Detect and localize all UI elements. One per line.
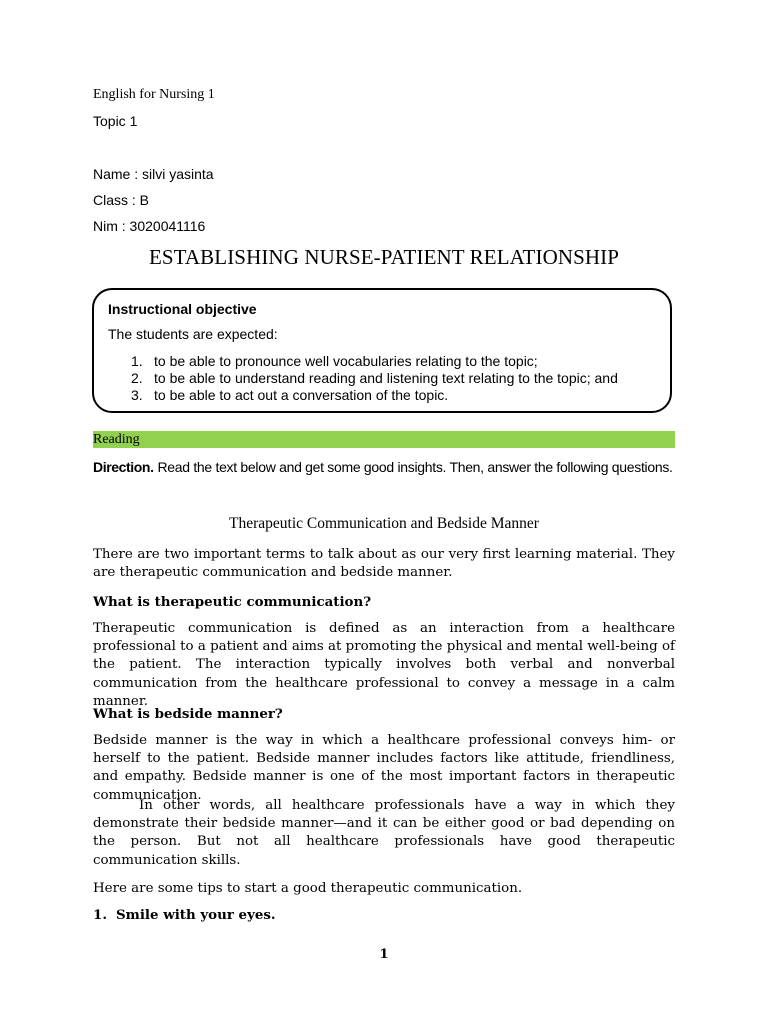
student-nim: Nim : 3020041116 (93, 218, 206, 234)
objective-list (108, 353, 668, 404)
article-paragraph-intro: There are two important terms to talk about as our very first learning material. They are therapeutic communication and bedside manner. (93, 547, 675, 581)
article-paragraph-bedside: Bedside manner is the way in which a healthcare professional conveys him- or herself to the patient. Bedside manner includes factors like attitude, friendliness, and empathy. Bedside manner is one of the most important factors in therapeutic communication. (93, 733, 675, 803)
objective-item (108, 370, 668, 387)
tip-item-text: Smile with your eyes. (116, 907, 276, 923)
objective-intro: The students are expected: (108, 326, 278, 342)
article-paragraph-therapeutic: Therapeutic communication is defined as an interaction from a healthcare professional to a patient and aims at promoting the physical and mental well-being of the patient. The interaction typically involves both verbal and nonverbal communication from the healthcare professional to convey a message in a calm manner. (93, 621, 675, 709)
article-paragraph-tips: Here are some tips to start a good therapeutic communication. (93, 881, 523, 896)
student-class: Class : B (93, 192, 150, 208)
direction-label: Direction. (93, 459, 154, 475)
reading-section-label: Reading (93, 432, 140, 447)
topic-label: Topic 1 (93, 113, 138, 129)
objective-item-number: 3. (131, 387, 143, 403)
article-paragraph-other-words: In other words, all healthcare professionals have a way in which they demonstrate their bedside manner—and it can be either good or bad depending on the person. But not all healthcare professionals have good therapeutic communication skills. (93, 798, 675, 868)
student-name: Name : silvi yasinta (93, 166, 214, 182)
course-title: English for Nursing 1 (93, 87, 215, 102)
objective-item (108, 387, 668, 404)
objective-item-text: to be able to act out a conversation of the topic. (154, 387, 449, 403)
reading-section-bar (93, 431, 675, 448)
objective-item-text: to be able to pronounce well vocabularies relating to the topic; (154, 353, 538, 369)
direction-line (93, 459, 693, 475)
article-title: Therapeutic Communication and Bedside Manner (229, 515, 539, 532)
objective-heading: Instructional objective (108, 301, 257, 317)
tip-item-number: 1. (93, 907, 107, 923)
objective-item-text: to be able to understand reading and listening text relating to the topic; and (154, 370, 618, 386)
question-therapeutic-communication: What is therapeutic communication? (93, 594, 372, 610)
question-bedside-manner: What is bedside manner? (93, 706, 283, 722)
page-title: ESTABLISHING NURSE-PATIENT RELATIONSHIP (148, 245, 620, 269)
objective-item-number: 1. (131, 353, 143, 369)
tip-item (93, 907, 276, 923)
page-number: 1 (379, 947, 389, 962)
objective-item (108, 353, 668, 370)
direction-text: Read the text below and get some good insights. Then, answer the following questions. (157, 459, 673, 475)
objective-item-number: 2. (131, 370, 143, 386)
